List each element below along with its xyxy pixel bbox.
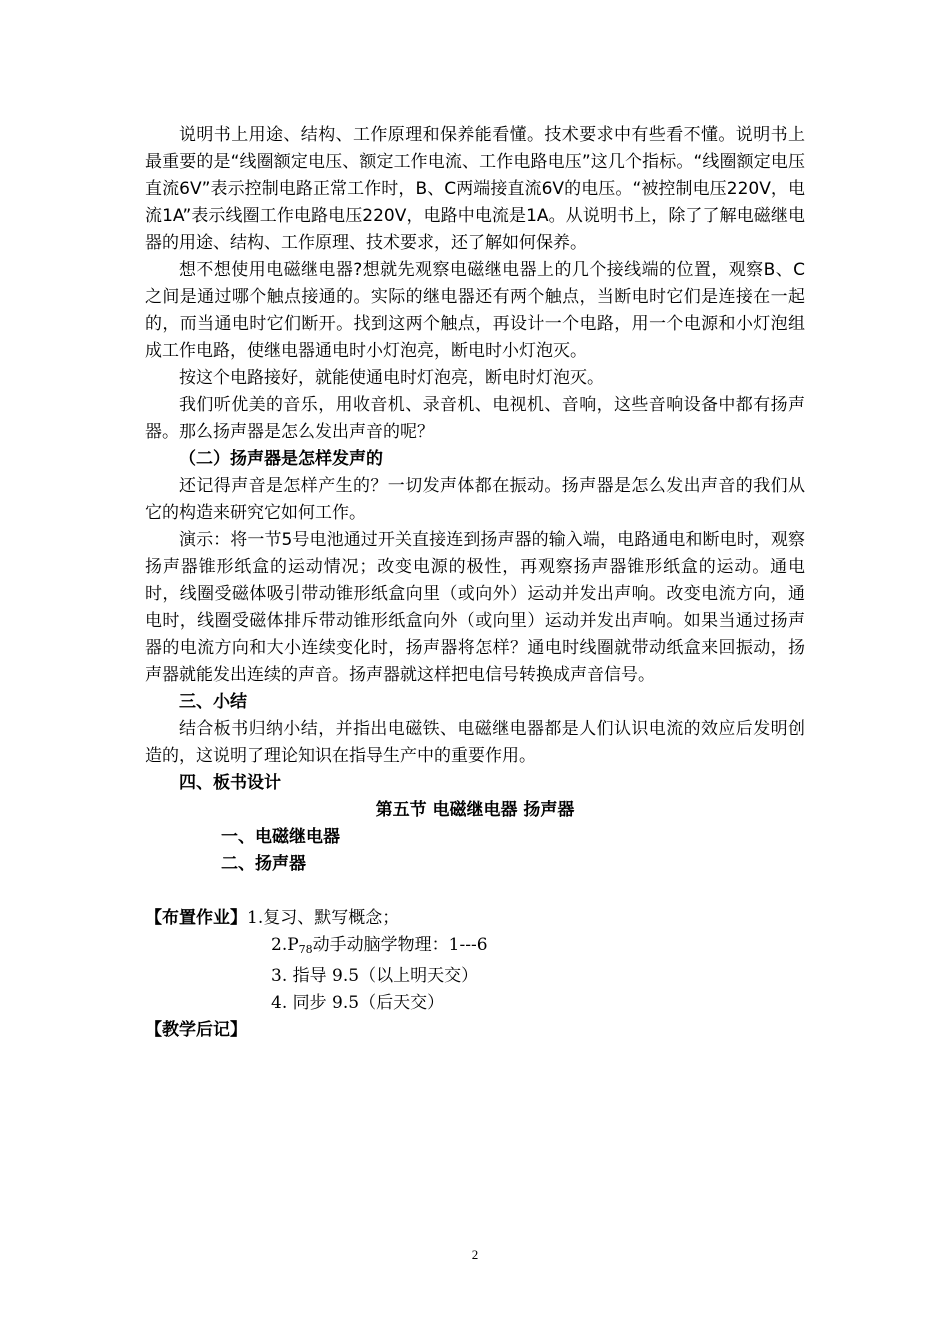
paragraph-music-intro: 我们听优美的音乐，用收音机、录音机、电视机、音响，这些音响设备中都有扬声器。那么扬声器是怎么发出声音的呢？ [145, 395, 805, 442]
board-title: 第五节 电磁继电器 扬声器 [375, 800, 575, 820]
paragraph-sound-origin: 还记得声音是怎样产生的？一切发声体都在振动。扬声器是怎么发出声音的我们从它的构造来研究它如何工作。 [145, 476, 805, 523]
homework-item-3: 3. 指导 9.5（以上明天交） [271, 966, 479, 986]
board-item-relay: 一、电磁继电器 [221, 827, 340, 847]
homework-item-2-text: 动手动脑学物理：1---6 [312, 935, 488, 955]
blank-line [145, 878, 805, 905]
teaching-notes-label: 【教学后记】 [145, 1020, 247, 1040]
heading-board-design: 四、板书设计 [179, 773, 281, 793]
page-number: 2 [471, 1247, 479, 1262]
homework-label: 【布置作业】 [145, 908, 247, 928]
paragraph-connect-circuit: 按这个电路接好，就能使通电时灯泡亮，断电时灯泡灭。 [179, 368, 604, 388]
homework-item-2-prefix: 2.P [271, 935, 299, 955]
paragraph-use-relay: 想不想使用电磁继电器?想就先观察电磁继电器上的几个接线端的位置，观察B、C之间是通过哪个触点接通的。实际的继电器还有两个触点，当断电时它们是连接在一起的，而当通电时它们断开。找到这两个触点，再设计一个电路，用一个电源和小灯泡组成工作电路，使继电器通电时小灯泡亮，断电时小灯泡灭。 [145, 260, 805, 361]
homework-item-4: 4. 同步 9.5（后天交） [271, 993, 445, 1013]
board-item-speaker: 二、扬声器 [221, 854, 306, 874]
homework-item-2-subscript: 78 [298, 943, 313, 956]
homework-row-1 [145, 905, 805, 932]
homework-item-1: 1.复习、默写概念； [247, 908, 400, 928]
paragraph-summary: 结合板书归纳小结，并指出电磁铁、电磁继电器都是人们认识电流的效应后发明创造的，这说明了理论知识在指导生产中的重要作用。 [145, 719, 805, 766]
paragraph-manual: 说明书上用途、结构、工作原理和保养能看懂。技术要求中有些看不懂。说明书上最重要的是“线圈额定电压、额定工作电流、工作电路电压”这几个指标。“线圈额定电压直流6V”表示控制电路正常工作时，B、C两端接直流6V的电压。“被控制电压220V，电流1A”表示线圈工作电路电压220V，电路中电流是1A。从说明书上，除了了解电磁继电器的用途、结构、工作原理、技术要求，还了解如何保养。 [145, 125, 805, 253]
homework-item-2 [145, 932, 805, 963]
paragraph-demo: 演示：将一节5号电池通过开关直接连到扬声器的输入端，电路通电和断电时，观察扬声器锥形纸盒的运动情况；改变电源的极性，再观察扬声器锥形纸盒的运动。通电时，线圈受磁体吸引带动锥形纸盒向里（或向外）运动并发出声响。改变电流方向，通电时，线圈受磁体排斥带动锥形纸盒向外（或向里）运动并发出声响。如果当通过扬声器的电流方向和大小连续变化时，扬声器将怎样？通电时线圈就带动纸盒来回振动，扬声器就能发出连续的声音。扬声器就这样把电信号转换成声音信号。 [145, 530, 805, 685]
body-text [145, 122, 805, 1044]
heading-summary: 三、小结 [179, 692, 247, 712]
heading-speaker: （二）扬声器是怎样发声的 [179, 449, 383, 469]
